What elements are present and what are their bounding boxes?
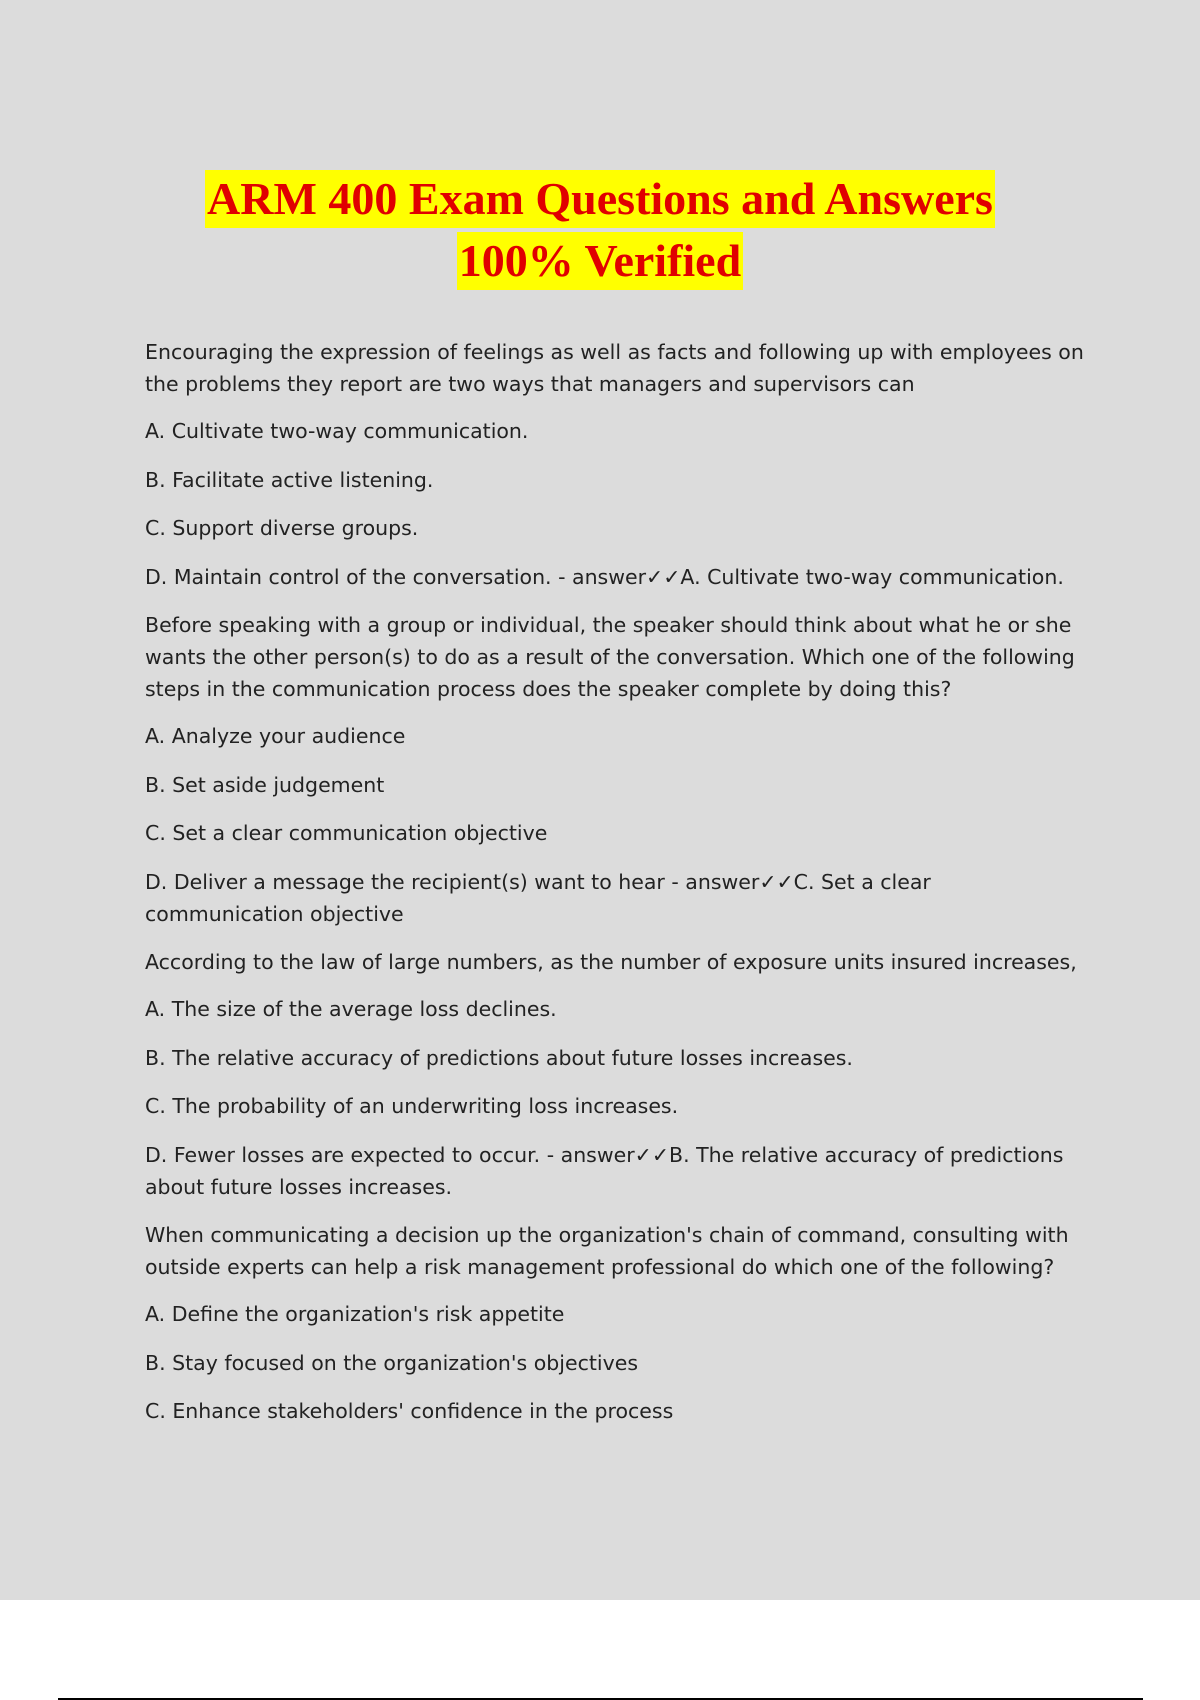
title-line-2: 100% Verified <box>457 232 743 290</box>
answer-option: D. Maintain control of the conversation. - answer✓✓A. Cultivate two-way communication. <box>145 564 1064 589</box>
answer-option: B. Set aside judgement <box>145 772 385 797</box>
question-stem: Before speaking with a group or individual, the speaker should think about what he or she wants the other person(s) to do as a result of the conversation. Which one of the following steps in the communication process does the speaker complete by doing this? <box>145 613 1075 701</box>
answer-option: A. Define the organization's risk appetite <box>145 1302 565 1326</box>
answer-option: D. Deliver a message the recipient(s) want to hear - answer✓✓C. Set a clear communication objective <box>145 869 931 926</box>
question-stem: According to the law of large numbers, as the number of exposure units insured increases, <box>145 950 1077 974</box>
answer-option: C. Support diverse groups. <box>145 516 419 540</box>
document-title <box>0 170 1200 294</box>
answer-option: A. Analyze your audience <box>145 724 406 748</box>
answer-option: D. Fewer losses are expected to occur. - answer✓✓B. The relative accuracy of predictions about future losses increases. <box>145 1142 1064 1199</box>
answer-option: B. Facilitate active listening. <box>145 467 434 492</box>
answer-option: C. Enhance stakeholders' confidence in the process <box>145 1399 674 1423</box>
answer-option: B. Stay focused on the organization's objectives <box>145 1350 639 1375</box>
answer-option: A. The size of the average loss declines. <box>145 997 557 1021</box>
title-line-1: ARM 400 Exam Questions and Answers <box>205 170 995 228</box>
answer-option: C. The probability of an underwriting loss increases. <box>145 1094 679 1118</box>
answer-option: A. Cultivate two-way communication. <box>145 419 529 443</box>
answer-option: B. The relative accuracy of predictions about future losses increases. <box>145 1045 853 1070</box>
answer-option: C. Set a clear communication objective <box>145 821 548 845</box>
question-stem: When communicating a decision up the organization's chain of command, consulting with outside experts can help a risk management professional do which one of the following? <box>145 1223 1069 1279</box>
questions-body <box>145 336 1095 1444</box>
question-stem: Encouraging the expression of feelings as well as facts and following up with employees on the problems they report are two ways that managers and supervisors can <box>145 340 1084 396</box>
